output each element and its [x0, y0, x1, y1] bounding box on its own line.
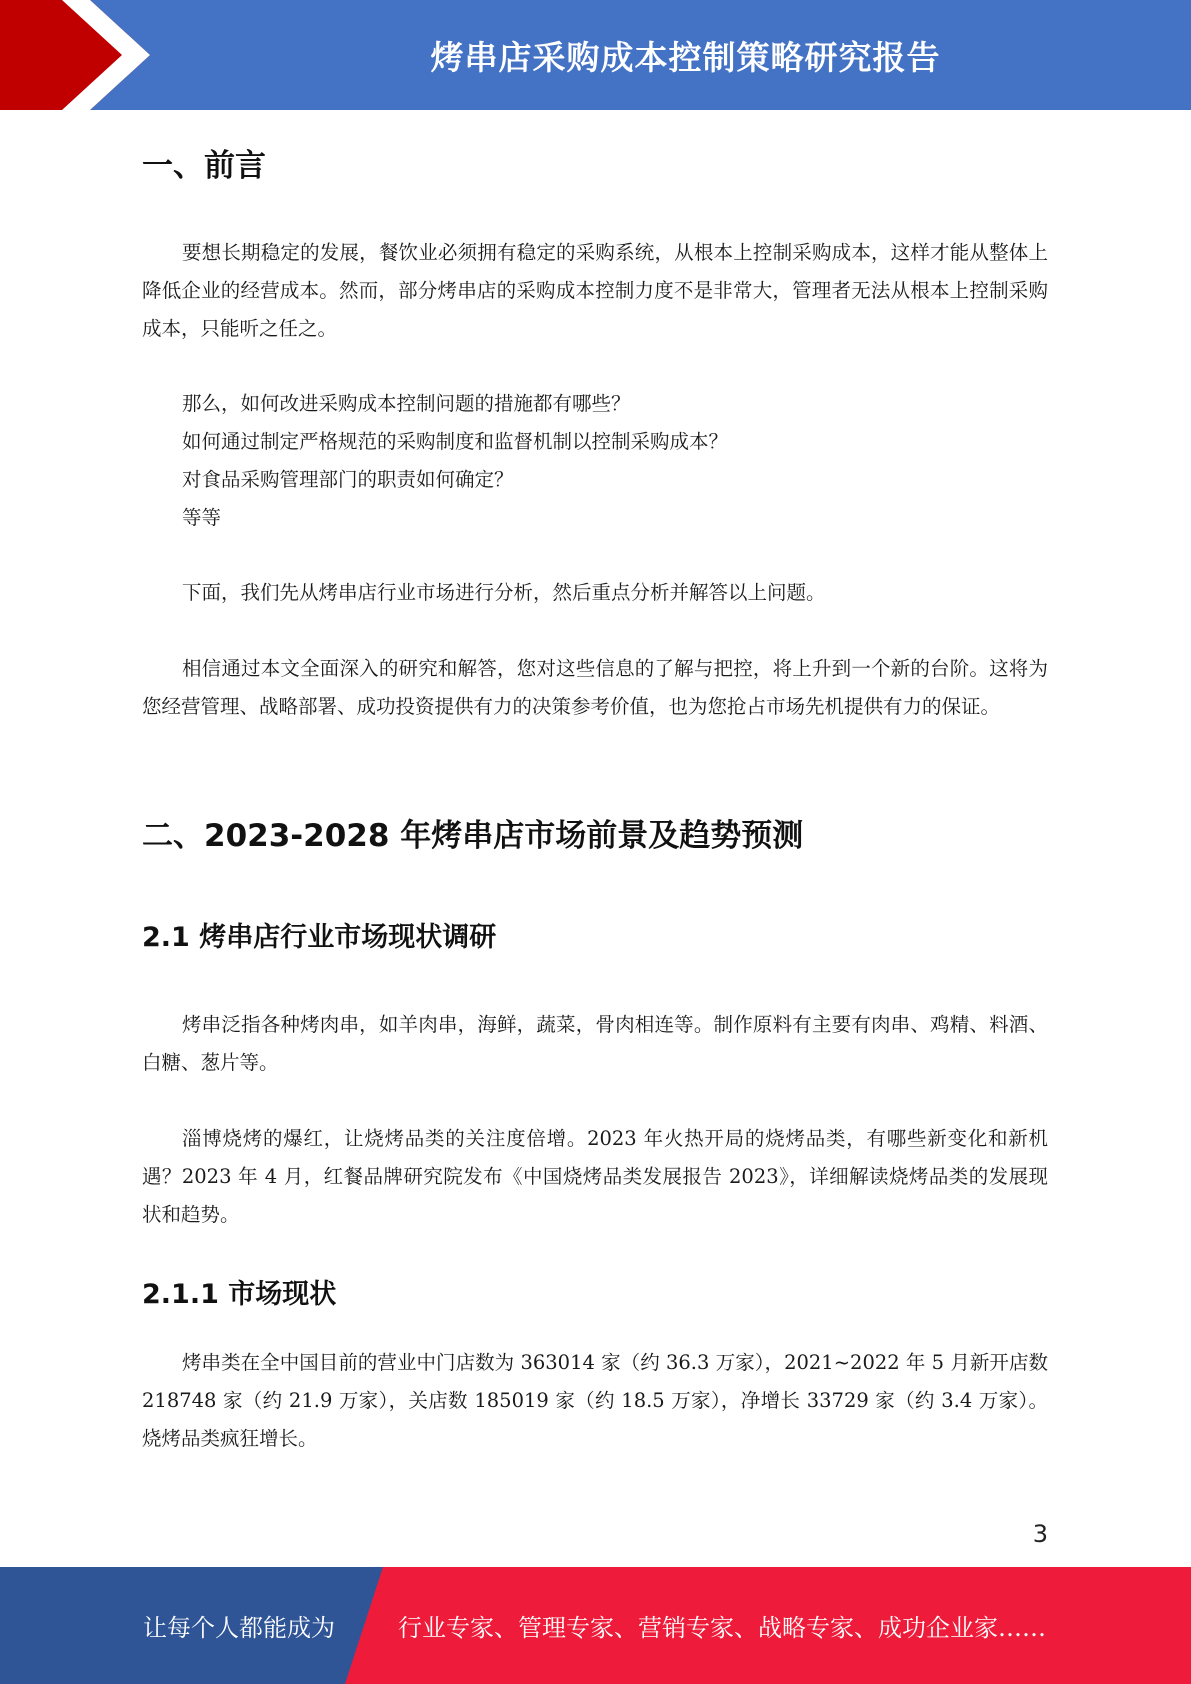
section-2-heading: 二、2023-2028 年烤串店市场前景及趋势预测 — [142, 818, 804, 854]
question-item: 那么，如何改进采购成本控制问题的措施都有哪些？ — [182, 392, 631, 415]
footer-slogan-left: 让每个人都能成为 — [143, 1614, 335, 1642]
definition-paragraph: 烤串泛指各种烤肉串，如羊肉串，海鲜，蔬菜，骨肉相连等。制作原料有主要有肉串、鸡精、料酒、白糖、葱片等。 — [142, 1013, 1048, 1074]
question-item: 对食品采购管理部门的职责如何确定？ — [182, 468, 514, 491]
value-paragraph: 相信通过本文全面深入的研究和解答，您对这些信息的了解与把控，将上升到一个新的台阶。这将为您经营管理、战略部署、成功投资提供有力的决策参考价值，也为您抢占市场先机提供有力的保证。 — [142, 657, 1048, 718]
market-status-paragraph: 烤串类在全中国目前的营业中门店数为 363014 家（约 36.3 万家），2021~2022 年 5 月新开店数 218748 家（约 21.9 万家），关店数 185019 家（约 18.5 万家），净增长 33729 家（约 3.4 万家）。烧烤品类疯狂增长。 — [142, 1351, 1048, 1450]
section-1-heading: 一、前言 — [142, 148, 266, 184]
question-list — [142, 385, 1048, 537]
intro-paragraph: 要想长期稳定的发展，餐饮业必须拥有稳定的采购系统，从根本上控制采购成本，这样才能从整体上降低企业的经营成本。然而，部分烤串店的采购成本控制力度不是非常大，管理者无法从根本上控制采购成本，只能听之任之。 — [142, 241, 1048, 340]
document-title: 烤串店采购成本控制策略研究报告 — [430, 37, 941, 77]
question-item: 如何通过制定严格规范的采购制度和监督机制以控制采购成本？ — [182, 430, 729, 453]
zibo-paragraph: 淄博烧烤的爆红，让烧烤品类的关注度倍增。2023 年火热开局的烧烤品类，有哪些新变化和新机遇？2023 年 4 月，红餐品牌研究院发布《中国烧烤品类发展报告 2023》，详细解读烧烤品类的发展现状和趋势。 — [142, 1127, 1048, 1226]
footer-banner — [0, 1567, 1191, 1684]
footer-slogan-right: 行业专家、管理专家、营销专家、战略专家、成功企业家…… — [398, 1614, 1046, 1642]
header-banner — [0, 0, 1191, 110]
page-number: 3 — [1032, 1520, 1048, 1548]
section-2-1-1-heading: 2.1.1 市场现状 — [142, 1279, 337, 1310]
transition-paragraph: 下面，我们先从烤串店行业市场进行分析，然后重点分析并解答以上问题。 — [182, 581, 826, 604]
question-item: 等等 — [182, 506, 222, 529]
section-2-1-heading: 2.1 烤串店行业市场现状调研 — [142, 922, 497, 953]
